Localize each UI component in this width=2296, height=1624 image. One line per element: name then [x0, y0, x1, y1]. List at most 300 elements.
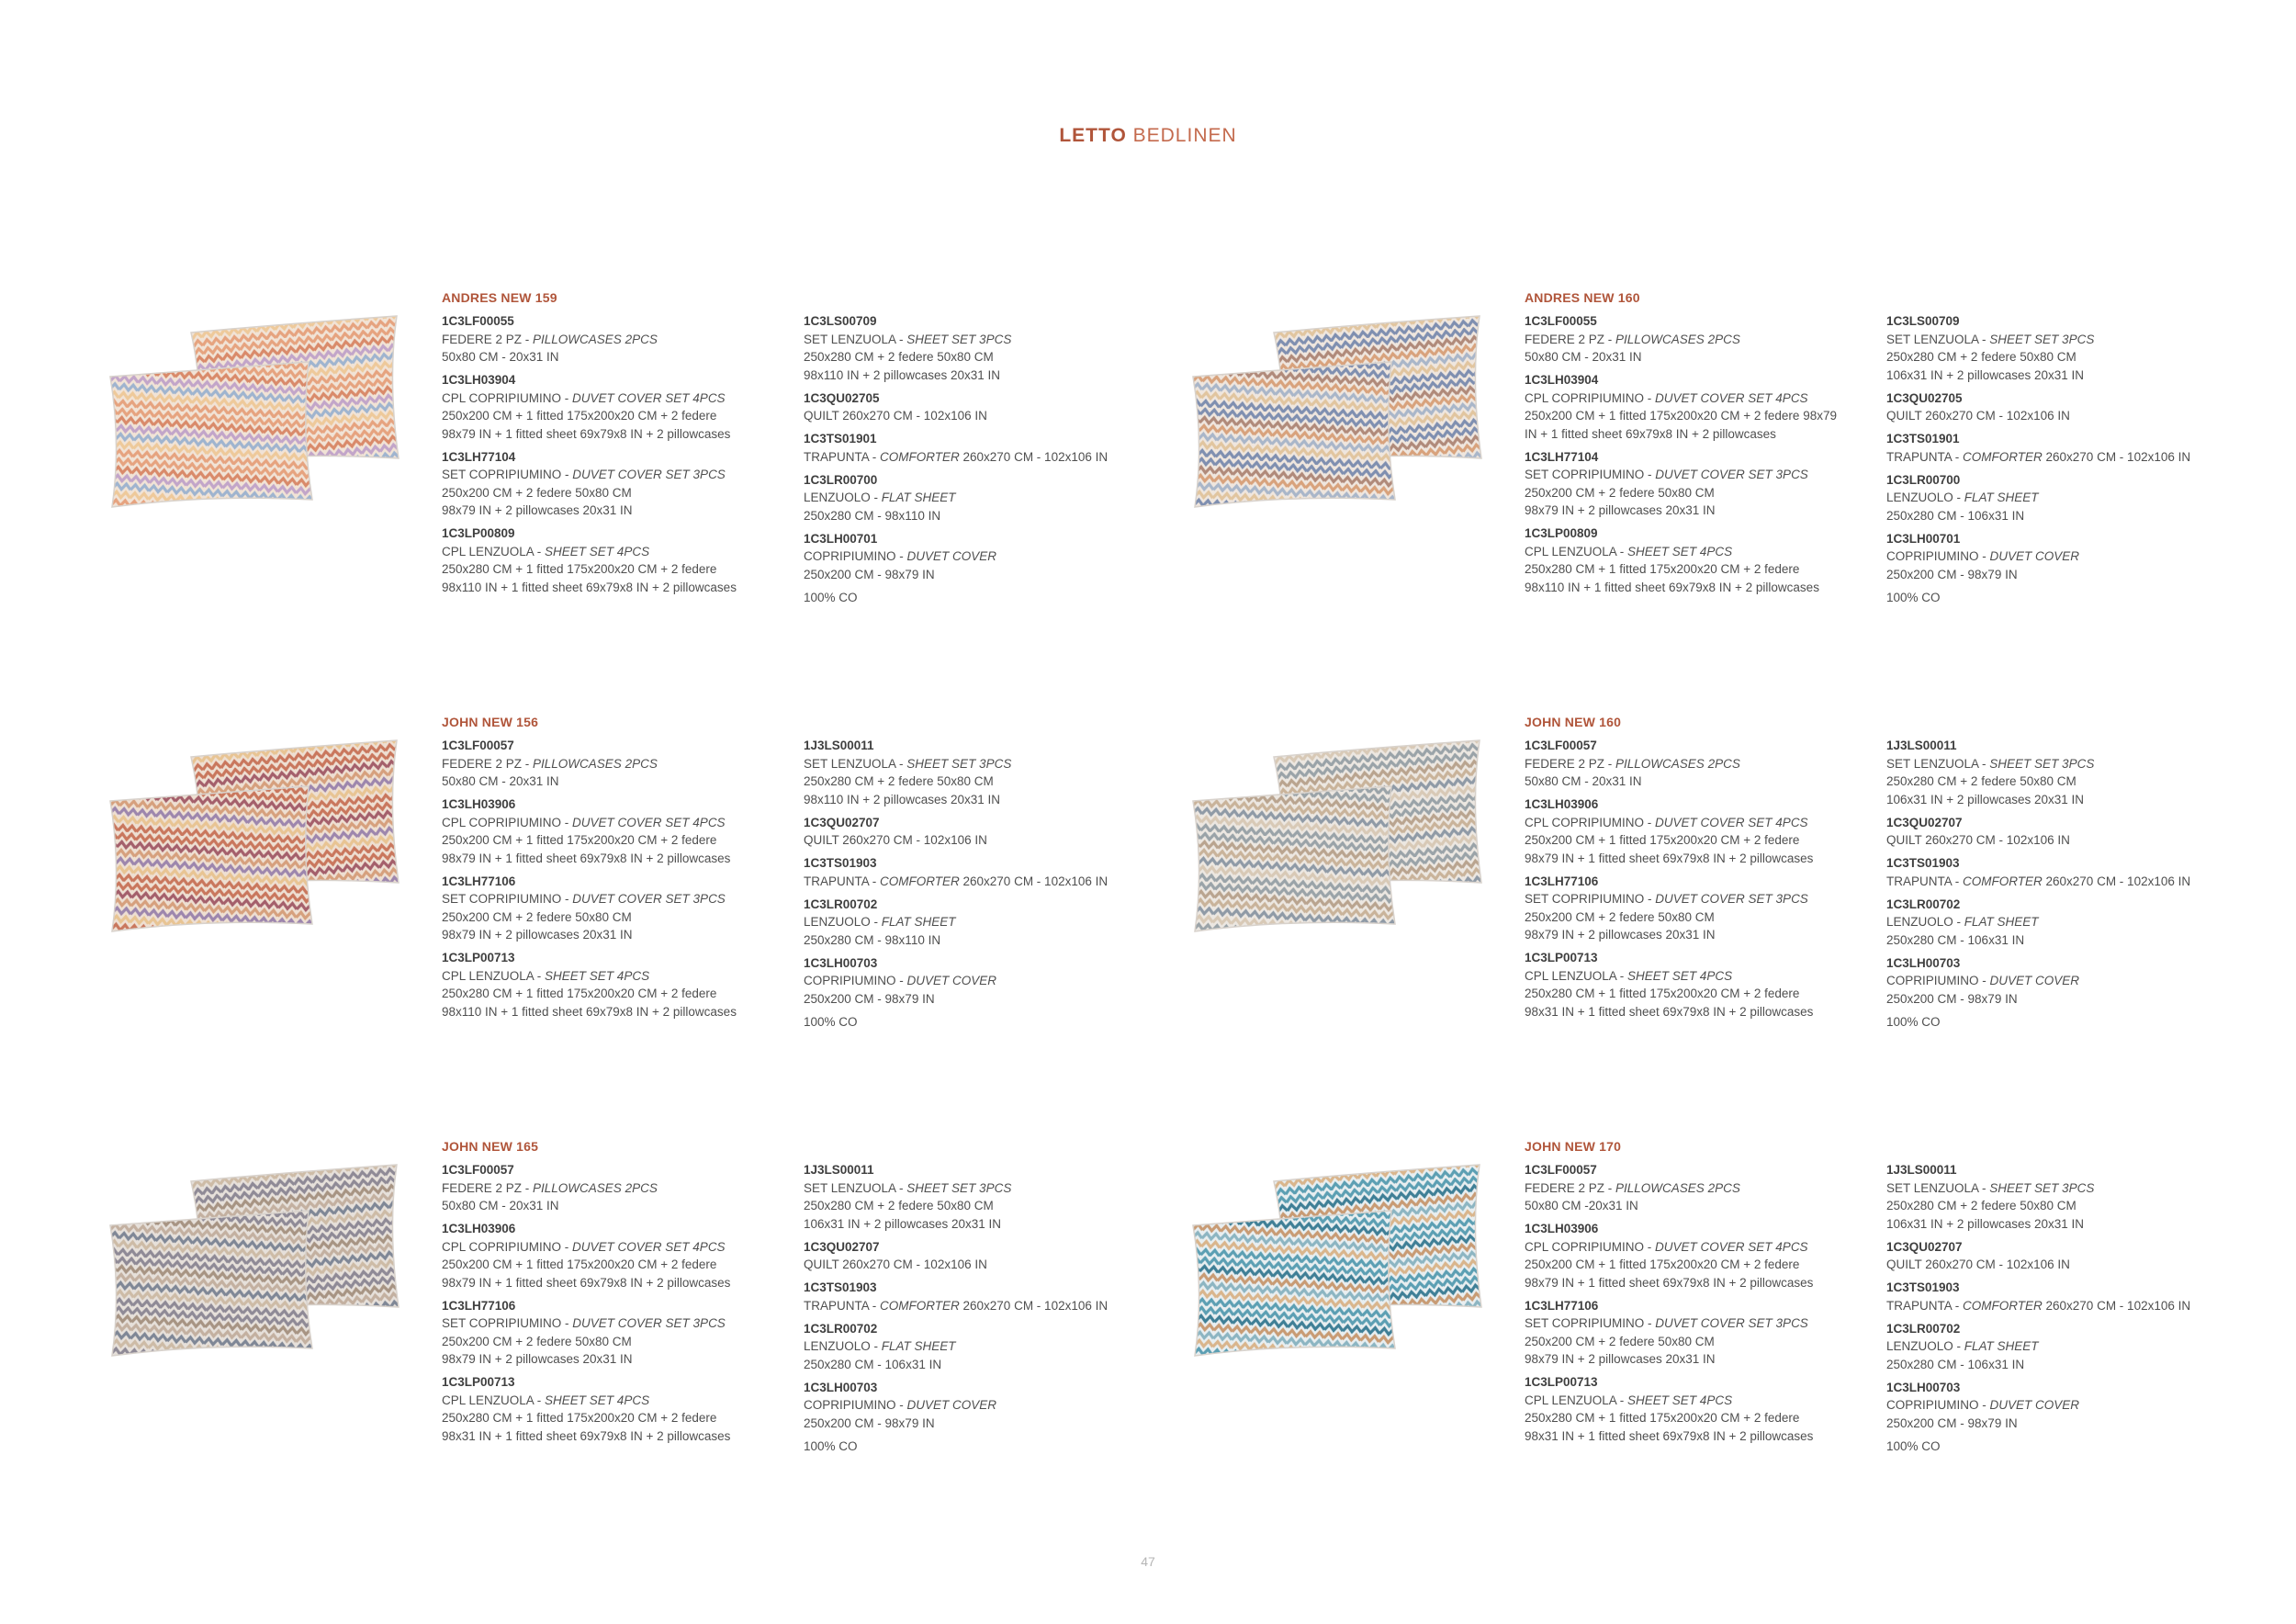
item-desc-en: COMFORTER: [1963, 449, 2043, 464]
product-item: [804, 1379, 1157, 1433]
product-item: [804, 954, 1157, 1009]
item-description: [442, 1392, 795, 1410]
item-desc-separator: -: [870, 915, 882, 929]
item-desc-en: SHEET SET 4PCS: [545, 1393, 650, 1407]
item-desc-separator: -: [1604, 332, 1616, 346]
item-description: [442, 389, 795, 408]
item-desc-tail: 260x270 CM - 102x106 IN: [2042, 449, 2191, 464]
product-item: [1886, 1320, 2240, 1374]
item-desc-en: DUVET COVER: [906, 1398, 997, 1412]
item-code: 1C3LH00701: [804, 531, 878, 546]
product-image-frame: [107, 307, 402, 518]
item-dimensions: 98x110 IN + 1 fitted sheet 69x79x8 IN + 2 pillowcases: [442, 580, 737, 594]
item-description: [442, 814, 795, 832]
item-code: 1C3QU02707: [1886, 1239, 1963, 1254]
item-desc-en: COMFORTER: [880, 874, 960, 888]
item-dimensions: 250x280 CM + 1 fitted 175x200x20 CM + 2 federe: [1525, 987, 1800, 1000]
item-code: 1C3QU02707: [804, 1239, 880, 1254]
fabric-composition: 100% CO: [804, 1438, 858, 1453]
product-name: JOHN NEW 156: [442, 715, 539, 729]
item-description: [1886, 913, 2240, 931]
product-item: [1886, 1238, 2240, 1274]
product-item: [1886, 896, 2240, 950]
product-item: [804, 312, 1157, 384]
front-pillow: [1193, 362, 1395, 507]
item-dimensions: 98x79 IN + 1 fitted sheet 69x79x8 IN + 2 pillowcases: [442, 1275, 731, 1290]
item-code: 1C3LH03906: [1525, 1222, 1599, 1235]
item-dimensions: 250x280 CM + 1 fitted 175x200x20 CM + 2 federe: [442, 562, 717, 576]
product-item: [442, 1161, 795, 1215]
item-desc-en: DUVET COVER SET 4PCS: [572, 815, 726, 829]
item-desc-it: FEDERE 2 PZ: [1525, 1180, 1605, 1195]
item-dimensions: 250x280 CM + 2 federe 50x80 CM: [804, 350, 994, 364]
item-desc-en: DUVET COVER SET 4PCS: [1655, 1239, 1808, 1254]
item-desc-it: CPL COPRIPIUMINO: [442, 1239, 562, 1254]
product-block: [107, 290, 1190, 621]
item-desc-it: SET COPRIPIUMINO: [1525, 892, 1645, 906]
item-desc-separator: -: [561, 1316, 573, 1330]
item-desc-it: SET LENZUOLA: [1886, 332, 1979, 346]
item-code: 1C3LH03906: [1525, 797, 1599, 811]
item-description: [804, 1179, 1157, 1198]
item-desc-it: QUILT 260x270 CM - 102x106 IN: [1886, 1257, 2070, 1271]
item-code: 1C3LP00713: [1525, 1375, 1598, 1389]
item-desc-en: DUVET COVER: [1989, 974, 2080, 987]
product-item: [1525, 371, 1878, 443]
product-item: [442, 371, 795, 443]
item-code: 1C3LF00057: [1525, 739, 1597, 752]
front-pillow: [110, 362, 312, 507]
item-code: 1C3LP00713: [1525, 951, 1598, 964]
product-item: [1525, 1220, 1878, 1291]
product-item: [1525, 312, 1878, 367]
item-description: [1886, 1337, 2240, 1356]
item-desc-separator: -: [1604, 756, 1616, 771]
item-dimensions: IN + 1 fitted sheet 69x79x8 IN + 2 pillowcases: [1525, 426, 1776, 441]
product-item: [804, 854, 1157, 890]
item-dimensions: 98x79 IN + 2 pillowcases 20x31 IN: [1525, 928, 1716, 942]
item-desc-it: QUILT 260x270 CM - 102x106 IN: [804, 833, 987, 847]
item-dimensions: 98x79 IN + 2 pillowcases 20x31 IN: [442, 1352, 633, 1366]
item-desc-it: SET LENZUOLA: [804, 756, 896, 771]
product-items-right: [1886, 737, 2240, 1031]
item-desc-en: PILLOWCASES 2PCS: [1615, 756, 1740, 771]
product-item: [1886, 737, 2240, 808]
item-desc-it: LENZUOLO: [1886, 1339, 1953, 1353]
item-dimensions: 250x200 CM + 1 fitted 175x200x20 CM + 2 federe: [1525, 833, 1800, 847]
product-image: [107, 731, 402, 942]
item-description: [1886, 831, 2240, 850]
item-description: [442, 543, 795, 561]
item-code: 1C3TS01903: [804, 1280, 877, 1294]
item-desc-it: COPRIPIUMINO: [1886, 974, 1979, 987]
fabric-composition: 100% CO: [1886, 1014, 1941, 1029]
item-desc-it: FEDERE 2 PZ: [442, 756, 523, 771]
item-code: 1C3LR00702: [804, 897, 878, 911]
item-code: 1C3LR00700: [1886, 472, 1961, 487]
product-block: [107, 715, 1190, 1045]
product-item: [442, 1220, 795, 1291]
item-desc-tail: 260x270 CM - 102x106 IN: [959, 1298, 1109, 1313]
item-description: [1886, 407, 2240, 425]
item-desc-it: CPL LENZUOLA: [1525, 968, 1617, 983]
item-code: 1C3LS00709: [1886, 314, 1960, 328]
item-desc-en: SHEET SET 3PCS: [1989, 332, 2095, 346]
item-code: 1C3QU02707: [1886, 815, 1963, 829]
item-dimensions: 250x200 CM + 2 federe 50x80 CM: [442, 1334, 632, 1348]
item-dimensions: 250x280 CM + 2 federe 50x80 CM: [804, 774, 994, 788]
item-code: 1C3LF00055: [1525, 314, 1597, 328]
item-code: 1C3LH00703: [1886, 1380, 1961, 1394]
item-desc-en: DUVET COVER SET 3PCS: [572, 892, 726, 906]
product-item: [1525, 1373, 1878, 1445]
product-item: [804, 1161, 1157, 1233]
item-desc-en: FLAT SHEET: [1964, 1339, 2039, 1353]
item-desc-separator: -: [869, 449, 881, 464]
item-desc-separator: -: [1644, 892, 1656, 906]
item-dimensions: 98x31 IN + 1 fitted sheet 69x79x8 IN + 2 pillowcases: [1525, 1428, 1814, 1443]
item-desc-separator: -: [1978, 332, 1990, 346]
item-desc-separator: -: [895, 756, 907, 771]
item-desc-it: LENZUOLO: [1886, 491, 1953, 504]
item-desc-en: DUVET COVER SET 3PCS: [1655, 892, 1808, 906]
item-dimensions: 50x80 CM - 20x31 IN: [442, 1199, 559, 1212]
item-code: 1C3LF00057: [442, 1163, 514, 1177]
item-desc-it: CPL LENZUOLA: [442, 1393, 535, 1407]
item-desc-en: SHEET SET 3PCS: [906, 332, 1012, 346]
item-desc-en: SHEET SET 3PCS: [1989, 1180, 2095, 1195]
item-desc-separator: -: [1952, 874, 1964, 888]
item-description: [442, 1314, 795, 1333]
item-desc-it: QUILT 260x270 CM - 102x106 IN: [804, 409, 987, 423]
item-desc-separator: -: [1953, 491, 1964, 504]
item-code: 1C3LH00701: [1886, 531, 1961, 546]
item-code: 1C3LH00703: [1886, 955, 1961, 970]
item-code: 1C3LH77106: [442, 874, 516, 888]
item-desc-it: QUILT 260x270 CM - 102x106 IN: [804, 1257, 987, 1271]
item-desc-en: PILLOWCASES 2PCS: [533, 332, 658, 346]
item-code: 1C3TS01901: [804, 432, 877, 445]
item-code: 1C3LF00057: [1525, 1163, 1597, 1177]
item-desc-it: CPL LENZUOLA: [1525, 1393, 1617, 1407]
item-description: [804, 1337, 1157, 1356]
product-item: [1525, 737, 1878, 791]
item-dimensions: 250x200 CM - 98x79 IN: [804, 567, 935, 581]
item-desc-en: FLAT SHEET: [1964, 915, 2039, 929]
item-code: 1C3LF00057: [442, 739, 514, 752]
product-item: [804, 430, 1157, 466]
item-code: 1C3LF00055: [442, 314, 514, 328]
item-description: [804, 1256, 1157, 1274]
product-item: [442, 949, 795, 1021]
item-desc-it: QUILT 260x270 CM - 102x106 IN: [1886, 833, 2070, 847]
product-image-frame: [107, 731, 402, 942]
front-pillow: [1193, 786, 1395, 931]
item-code: 1J3LS00011: [804, 739, 874, 752]
item-desc-en: DUVET COVER: [1989, 1398, 2080, 1412]
item-desc-en: DUVET COVER SET 4PCS: [1655, 390, 1808, 405]
item-desc-it: COPRIPIUMINO: [804, 974, 896, 987]
item-description: [1525, 466, 1878, 484]
item-desc-en: SHEET SET 3PCS: [906, 756, 1012, 771]
item-dimensions: 98x31 IN + 1 fitted sheet 69x79x8 IN + 2 pillowcases: [1525, 1004, 1814, 1019]
item-description: [442, 755, 795, 773]
product-item: [1886, 389, 2240, 425]
product-item: [1886, 954, 2240, 1009]
item-dimensions: 50x80 CM -20x31 IN: [1525, 1199, 1638, 1212]
item-desc-separator: -: [1978, 549, 1990, 563]
item-desc-it: SET COPRIPIUMINO: [1525, 1316, 1645, 1330]
item-desc-it: LENZUOLO: [804, 491, 871, 504]
item-description: [1886, 489, 2240, 507]
item-desc-separator: -: [561, 1239, 573, 1254]
item-description: [1525, 389, 1878, 408]
item-dimensions: 250x200 CM + 1 fitted 175x200x20 CM + 2 federe 98x79: [1525, 409, 1837, 423]
product-item: [804, 1279, 1157, 1314]
item-description: [804, 873, 1157, 891]
item-code: 1J3LS00011: [1886, 739, 1957, 752]
item-description: [1525, 890, 1878, 908]
item-code: 1C3LR00702: [804, 1321, 878, 1336]
item-code: 1C3LH00703: [804, 1380, 878, 1394]
item-desc-en: DUVET COVER SET 3PCS: [572, 1316, 726, 1330]
item-desc-separator: -: [1644, 1316, 1656, 1330]
item-desc-separator: -: [869, 874, 881, 888]
item-desc-separator: -: [534, 968, 546, 983]
item-desc-tail: 260x270 CM - 102x106 IN: [2042, 1298, 2191, 1313]
product-image: [107, 307, 402, 518]
product-block: [1189, 1139, 2273, 1470]
item-dimensions: 250x280 CM - 106x31 IN: [804, 1357, 942, 1371]
item-desc-separator: -: [1644, 815, 1656, 829]
item-desc-separator: -: [895, 1398, 907, 1412]
product-image: [1189, 731, 1485, 942]
item-desc-it: CPL COPRIPIUMINO: [442, 390, 562, 405]
item-desc-en: DUVET COVER: [1989, 549, 2080, 563]
item-code: 1C3LH00703: [804, 955, 878, 970]
item-code: 1C3LH77106: [1525, 874, 1599, 888]
product-item: [1886, 471, 2240, 525]
item-desc-it: FEDERE 2 PZ: [442, 1180, 523, 1195]
item-desc-en: DUVET COVER: [906, 549, 997, 563]
item-code: 1C3QU02705: [804, 390, 880, 405]
product-item: [1525, 1297, 1878, 1369]
product-name: JOHN NEW 165: [442, 1139, 539, 1154]
product-item: [442, 873, 795, 944]
item-desc-en: PILLOWCASES 2PCS: [533, 756, 658, 771]
item-dimensions: 106x31 IN + 2 pillowcases 20x31 IN: [1886, 1216, 2084, 1231]
product-block: [107, 1139, 1190, 1470]
item-desc-it: FEDERE 2 PZ: [1525, 332, 1605, 346]
product-items-left: [442, 312, 795, 602]
item-desc-en: DUVET COVER: [906, 974, 997, 987]
item-dimensions: 250x280 CM - 106x31 IN: [1886, 932, 2025, 947]
item-description: [1886, 1179, 2240, 1198]
product-items-left: [442, 737, 795, 1026]
item-code: 1C3TS01903: [1886, 856, 1960, 870]
item-desc-it: SET COPRIPIUMINO: [442, 1316, 562, 1330]
item-description: [1886, 1396, 2240, 1415]
product-block: [1189, 715, 2273, 1045]
product-item: [1886, 1161, 2240, 1233]
item-dimensions: 98x110 IN + 2 pillowcases 20x31 IN: [804, 792, 1000, 806]
item-desc-en: SHEET SET 3PCS: [906, 1180, 1012, 1195]
item-code: 1C3LP00713: [442, 951, 515, 964]
product-item: [804, 471, 1157, 525]
item-description: [804, 1297, 1157, 1315]
item-desc-separator: -: [1953, 1339, 1964, 1353]
product-item: [442, 448, 795, 520]
product-items-right: [1886, 1161, 2240, 1455]
item-dimensions: 50x80 CM - 20x31 IN: [1525, 350, 1642, 364]
item-dimensions: 250x200 CM + 1 fitted 175x200x20 CM + 2 federe: [442, 1257, 717, 1271]
product-item: [804, 896, 1157, 950]
product-items-left: [442, 1161, 795, 1450]
item-code: 1C3LH77106: [1525, 1298, 1599, 1313]
item-dimensions: 250x280 CM - 106x31 IN: [1886, 1357, 2025, 1371]
item-dimensions: 250x280 CM + 2 federe 50x80 CM: [1886, 1199, 2077, 1212]
item-description: [804, 547, 1157, 566]
item-dimensions: 98x110 IN + 2 pillowcases 20x31 IN: [804, 367, 1000, 382]
product-item: [804, 1320, 1157, 1374]
item-code: 1C3TS01903: [804, 856, 877, 870]
item-desc-it: CPL COPRIPIUMINO: [1525, 1239, 1645, 1254]
item-dimensions: 250x280 CM + 1 fitted 175x200x20 CM + 2 federe: [1525, 562, 1800, 576]
front-pillow: [1193, 1211, 1395, 1356]
item-desc-separator: -: [1952, 1298, 1964, 1313]
product-image: [1189, 1156, 1485, 1367]
product-item: [1525, 949, 1878, 1021]
item-description: [1525, 1238, 1878, 1257]
item-desc-it: SET COPRIPIUMINO: [442, 892, 562, 906]
item-desc-it: QUILT 260x270 CM - 102x106 IN: [1886, 409, 2070, 423]
page-title: [0, 125, 2296, 147]
item-desc-en: FLAT SHEET: [881, 915, 956, 929]
product-item: [1886, 854, 2240, 890]
item-desc-separator: -: [1616, 1393, 1628, 1407]
fabric-composition: 100% CO: [1886, 1438, 1941, 1453]
product-item: [1886, 530, 2240, 584]
item-desc-separator: -: [522, 332, 534, 346]
item-desc-en: DUVET COVER SET 4PCS: [572, 390, 726, 405]
front-pillow: [110, 1211, 312, 1356]
item-dimensions: 250x280 CM + 1 fitted 175x200x20 CM + 2 federe: [442, 987, 717, 1000]
product-image-frame: [1189, 731, 1485, 942]
product-image: [1189, 307, 1485, 518]
item-desc-tail: 260x270 CM - 102x106 IN: [959, 449, 1109, 464]
product-items-right: [804, 1161, 1157, 1455]
item-dimensions: 250x200 CM + 2 federe 50x80 CM: [1525, 1334, 1715, 1348]
item-dimensions: 250x200 CM + 2 federe 50x80 CM: [442, 485, 632, 500]
product-item: [442, 312, 795, 367]
item-desc-en: DUVET COVER SET 4PCS: [572, 1239, 726, 1254]
item-code: 1C3LR00700: [804, 472, 878, 487]
fabric-composition: 100% CO: [804, 1014, 858, 1029]
item-desc-en: COMFORTER: [880, 1298, 960, 1313]
item-dimensions: 50x80 CM - 20x31 IN: [1525, 774, 1642, 788]
item-dimensions: 98x79 IN + 2 pillowcases 20x31 IN: [1525, 503, 1716, 517]
item-desc-en: COMFORTER: [1963, 1298, 2043, 1313]
item-dimensions: 98x31 IN + 1 fitted sheet 69x79x8 IN + 2 pillowcases: [442, 1428, 731, 1443]
item-desc-separator: -: [1953, 915, 1964, 929]
page-title-en: BEDLINEN: [1132, 125, 1237, 146]
item-dimensions: 250x280 CM - 98x110 IN: [804, 932, 941, 947]
item-dimensions: 250x280 CM + 2 federe 50x80 CM: [1886, 350, 2077, 364]
item-desc-en: PILLOWCASES 2PCS: [1615, 1180, 1740, 1195]
item-desc-it: FEDERE 2 PZ: [442, 332, 523, 346]
item-description: [804, 831, 1157, 850]
front-pillow: [110, 786, 312, 931]
item-desc-separator: -: [534, 544, 546, 558]
item-desc-separator: -: [522, 1180, 534, 1195]
item-desc-en: PILLOWCASES 2PCS: [1615, 332, 1740, 346]
item-desc-separator: -: [870, 491, 882, 504]
item-description: [1525, 967, 1878, 986]
item-code: 1C3LH77106: [442, 1298, 516, 1313]
product-item: [442, 795, 795, 867]
item-code: 1C3LR00702: [1886, 897, 1961, 911]
item-desc-it: FEDERE 2 PZ: [1525, 756, 1605, 771]
item-desc-it: LENZUOLO: [1886, 915, 1953, 929]
item-desc-it: SET COPRIPIUMINO: [442, 468, 562, 481]
item-dimensions: 106x31 IN + 2 pillowcases 20x31 IN: [1886, 367, 2084, 382]
item-dimensions: 250x280 CM + 1 fitted 175x200x20 CM + 2 federe: [442, 1411, 717, 1425]
product-item: [1886, 1279, 2240, 1314]
item-description: [1525, 755, 1878, 773]
item-code: 1C3QU02705: [1886, 390, 1963, 405]
page-title-it: LETTO: [1059, 125, 1127, 146]
item-dimensions: 50x80 CM - 20x31 IN: [442, 774, 559, 788]
item-desc-it: SET LENZUOLA: [804, 332, 896, 346]
item-desc-it: TRAPUNTA: [1886, 1298, 1953, 1313]
item-description: [1886, 755, 2240, 773]
product-item: [1886, 814, 2240, 850]
item-description: [442, 890, 795, 908]
item-code: 1C3LP00809: [442, 526, 515, 540]
product-item: [442, 1297, 795, 1369]
product-items-right: [1886, 312, 2240, 606]
item-dimensions: 250x280 CM + 2 federe 50x80 CM: [804, 1199, 994, 1212]
item-desc-en: SHEET SET 4PCS: [1627, 544, 1733, 558]
item-description: [804, 913, 1157, 931]
product-item: [442, 524, 795, 596]
fabric-composition: 100% CO: [1886, 590, 1941, 604]
product-name: JOHN NEW 160: [1525, 715, 1622, 729]
product-item: [804, 530, 1157, 584]
item-desc-separator: -: [1952, 449, 1964, 464]
item-desc-separator: -: [1978, 1180, 1990, 1195]
item-desc-it: LENZUOLO: [804, 1339, 871, 1353]
product-items-left: [1525, 312, 1878, 602]
item-dimensions: 250x200 CM + 2 federe 50x80 CM: [442, 909, 632, 924]
item-description: [442, 967, 795, 986]
item-desc-en: DUVET COVER SET 3PCS: [1655, 468, 1808, 481]
item-dimensions: 106x31 IN + 2 pillowcases 20x31 IN: [1886, 792, 2084, 806]
product-name: JOHN NEW 170: [1525, 1139, 1622, 1154]
item-code: 1C3LP00809: [1525, 526, 1598, 540]
item-desc-it: SET LENZUOLA: [1886, 756, 1979, 771]
item-description: [1886, 448, 2240, 467]
item-description: [1525, 1314, 1878, 1333]
item-desc-it: CPL LENZUOLA: [442, 544, 535, 558]
item-desc-separator: -: [561, 815, 573, 829]
item-description: [1886, 1297, 2240, 1315]
item-description: [804, 972, 1157, 990]
item-desc-it: TRAPUNTA: [804, 1298, 870, 1313]
item-desc-separator: -: [1644, 390, 1656, 405]
product-item: [442, 737, 795, 791]
item-desc-separator: -: [561, 390, 573, 405]
